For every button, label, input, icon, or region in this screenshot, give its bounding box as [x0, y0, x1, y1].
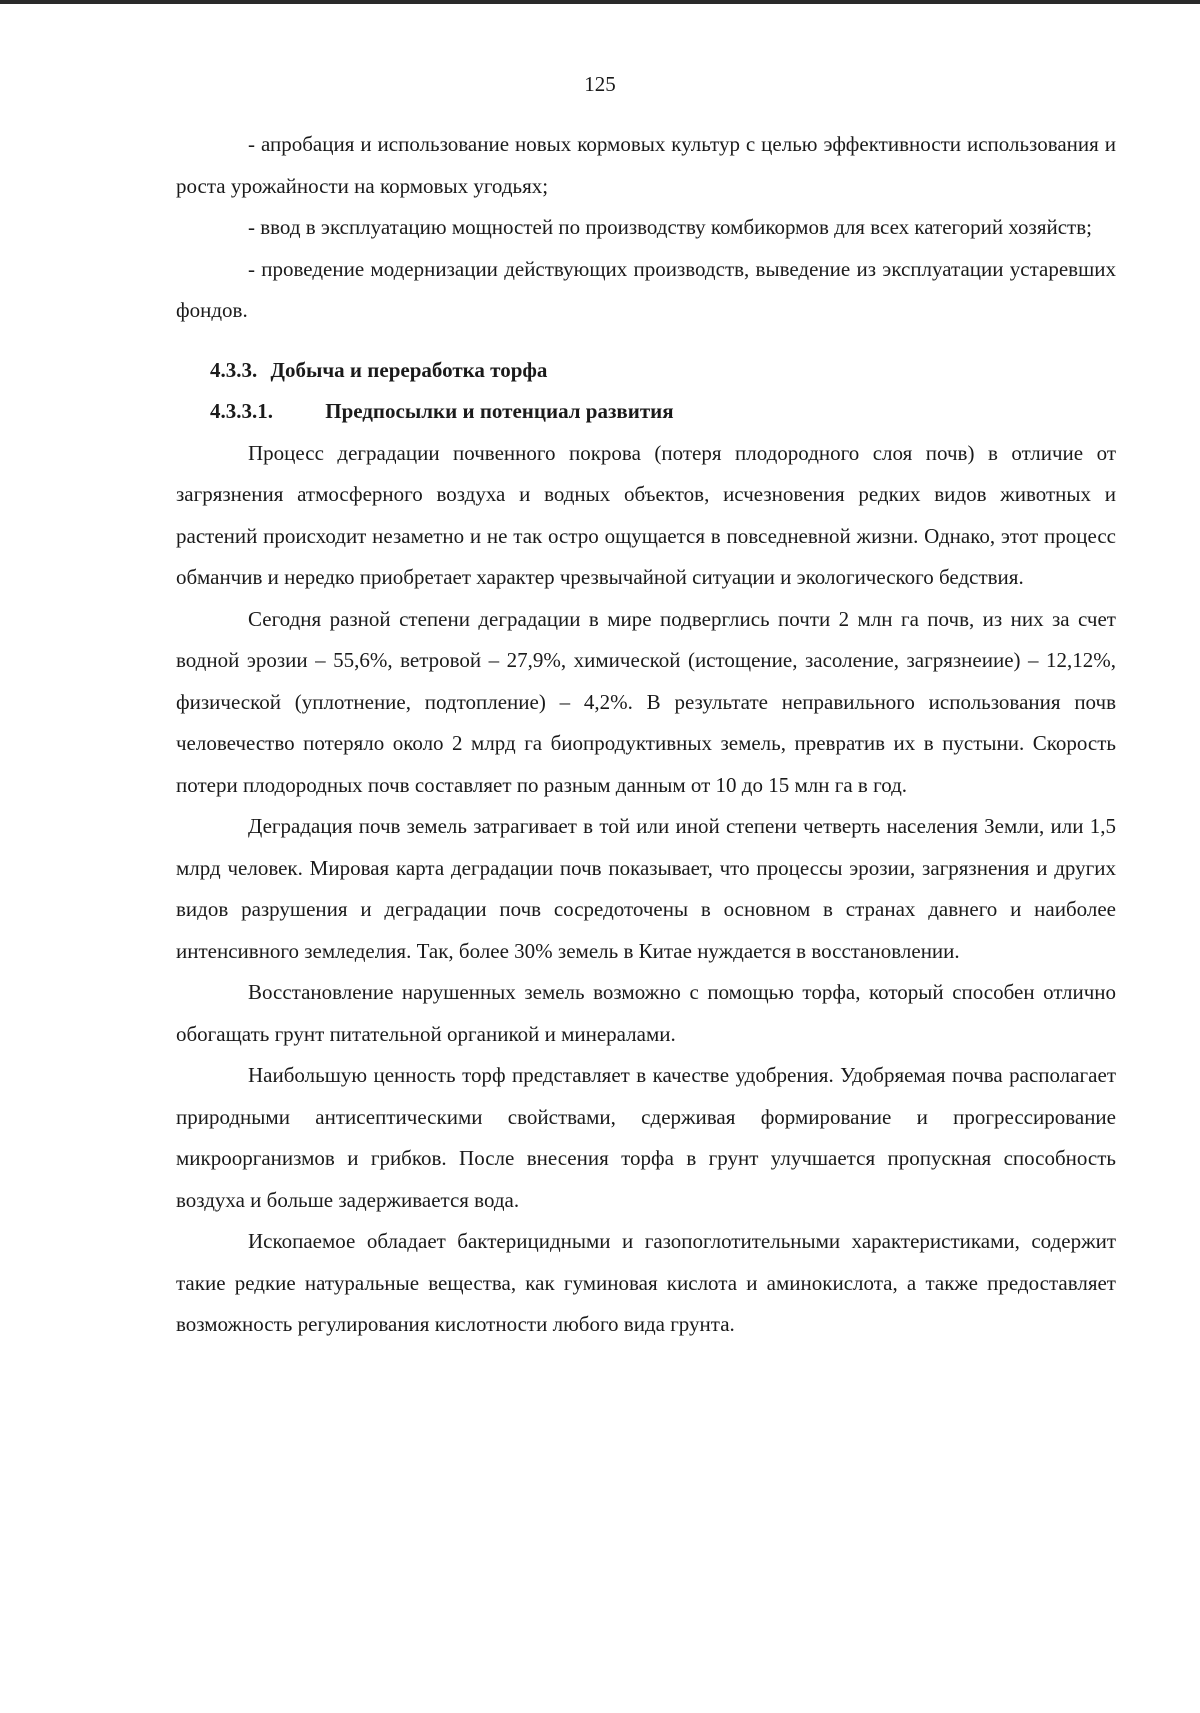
- subsection-number: 4.3.3.1.: [210, 399, 273, 423]
- list-item: - ввод в эксплуатацию мощностей по производству комбикормов для всех категорий хозяйств;: [248, 215, 1092, 239]
- page-top-border: [0, 0, 1200, 4]
- paragraph: Процесс деградации почвенного покрова (потеря плодородного слоя почв) в отличие от загрязнения атмосферного воздуха и водных объектов, исчезновения редких видов животных и растений происходит незаметно и не так остро ощущается в повседневной жизни. Однако, этот процесс обманчив и нередко приобретает характер чрезвычайной ситуации и экологического бедствия.: [176, 440, 1116, 589]
- paragraph: Наибольшую ценность торф представляет в качестве удобрения. Удобряемая почва располагает природными антисептическими свойствами, сдерживая формирование и прогрессирование микроорганизмов и грибков. После внесения торфа в грунт улучшается пропускная способность воздуха и больше задерживается вода.: [176, 1063, 1116, 1212]
- subsection-title: Предпосылки и потенциал развития: [325, 399, 674, 423]
- list-item: - проведение модернизации действующих производств, выведение из эксплуатации устаревших фондов.: [176, 256, 1116, 322]
- section-number: 4.3.3.: [210, 357, 258, 382]
- paragraph: Сегодня разной степени деградации в мире подверглись почти 2 млн га почв, из них за счет водной эрозии – 55,6%, ветровой – 27,9%, химической (истощение, засоление, загрязнеиие) – 12,12%, физической (уплотнение, подтопление) – 4,2%. В результате неправильного использования почв человечество потеряло около 2 млрд га биопродуктивных земель, превратив их в пустыни. Скорость потери плодородных почв составляет по разным данным от 10 до 15 млн га в год.: [176, 606, 1116, 797]
- paragraph: Восстановление нарушенных земель возможно с помощью торфа, который способен отлично обогащать грунт питательной органикой и минералами.: [176, 980, 1116, 1046]
- paragraph: Ископаемое обладает бактерицидными и газопоглотительными характеристиками, содержит такие редкие натуральные вещества, как гуминовая кислота и аминокислота, а также предоставляет возможность регулирования кислотности любого вида грунта.: [176, 1229, 1116, 1336]
- page-number: 125: [584, 72, 616, 96]
- paragraph: Деградация почв земель затрагивает в той или иной степени четверть населения Земли, или 1,5 млрд человек. Мировая карта деградации почв показывает, что процессы эрозии, загрязнения и других видов разрушения и деградации почв сосредоточены в основном в странах давнего и наиболее интенсивного земледелия. Так, более 30% земель в Китае нуждается в восстановлении.: [176, 814, 1116, 963]
- list-item: - апробация и использование новых кормовых культур с целью эффективности использования и роста урожайности на кормовых угодьях;: [176, 132, 1116, 198]
- section-heading: [176, 350, 1116, 392]
- document-body: [176, 124, 1116, 1346]
- subsection-heading: [176, 391, 1116, 433]
- section-title: Добыча и переработка торфа: [270, 357, 548, 382]
